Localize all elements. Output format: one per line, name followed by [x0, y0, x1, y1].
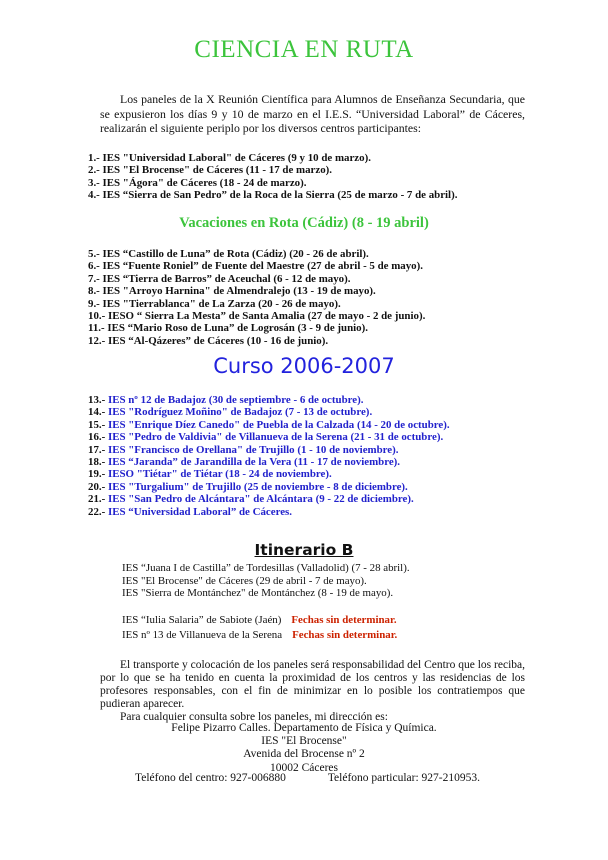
- status-text: Fechas sin determinar.: [292, 628, 398, 641]
- consulta-text: Para cualquier consulta sobre los paneles, mi dirección es:: [120, 711, 388, 723]
- item-text: IES “Jaranda” de Jarandilla de la Vera (11 - 17 de noviembre).: [105, 456, 401, 469]
- list-item: 3.- IES "Ágora" de Cáceres (18 - 24 de marzo).: [88, 176, 307, 189]
- item-text: IES “Universidad Laboral” de Cáceres.: [105, 505, 293, 518]
- page-title: CIENCIA EN RUTA: [194, 36, 414, 63]
- list-item: [122, 614, 397, 627]
- list-item: 7.- IES “Tierra de Barros” de Aceuchal (6 - 12 de mayo).: [88, 272, 351, 285]
- intro-paragraph: [100, 92, 525, 136]
- list-item: 11.- IES “Mario Roso de Luna” de Logrosán (3 - 9 de junio).: [88, 322, 368, 335]
- list-item: [88, 394, 450, 406]
- vacation-heading: Vacaciones en Rota (Cádiz) (8 - 19 abril): [179, 215, 429, 231]
- item-text: IES "Rodríguez Moñino" de Badajoz (7 - 13 de octubre).: [105, 406, 373, 419]
- list-item: [88, 456, 450, 468]
- item-text: IES "San Pedro de Alcántara" de Alcántara (9 - 22 de diciembre).: [105, 493, 414, 506]
- list-item: [88, 506, 450, 518]
- item-number: 20.-: [88, 480, 106, 493]
- contact-street: Avenida del Brocense nº 2: [243, 748, 365, 761]
- intro-text: Los paneles de la X Reunión Científica para Alumnos de Enseñanza Secundaria, que se expusieron los días 9 y 10 de marzo en el I.E.S. “Universidad Laboral” de Cáceres, realizarán el siguiente periplo por los diversos centros participantes:: [100, 92, 525, 136]
- list-item: 1.- IES "Universidad Laboral" de Cáceres (9 y 10 de marzo).: [88, 152, 371, 164]
- closing-paragraph: [100, 659, 525, 724]
- list-item: 2.- IES "El Brocense" de Cáceres (11 - 17 de marzo).: [88, 164, 332, 177]
- list-item: 10.- IESO “ Sierra La Mesta” de Santa Amalia (27 de mayo - 2 de junio).: [88, 310, 426, 323]
- item-number: 17.-: [88, 443, 106, 456]
- list-item: 9.- IES "Tierrablanca" de La Zarza (20 - 26 de mayo).: [88, 297, 341, 310]
- item-number: 21.-: [88, 493, 106, 506]
- contact-city: 10002 Cáceres: [269, 761, 339, 774]
- phone-center: Teléfono del centro: 927-006880: [135, 772, 286, 784]
- contact-name: Felipe Pizarro Calles. Departamento de Física y Química.: [171, 722, 437, 734]
- list-item: [122, 629, 397, 642]
- list-item: [88, 406, 450, 418]
- item-number: 19.-: [88, 468, 106, 481]
- status-text: Fechas sin determinar.: [291, 614, 397, 626]
- itinerary-b-pending: [122, 614, 397, 641]
- item-text: IES "Enrique Díez Canedo" de Puebla de la Calzada (14 - 20 de octubre).: [105, 418, 450, 431]
- list-item: [88, 419, 450, 431]
- schedule-list-c: [88, 394, 450, 518]
- list-item: IES "Sierra de Montánchez" de Montánchez (8 - 19 de mayo).: [122, 587, 394, 599]
- list-item: [88, 444, 450, 456]
- schedule-list-b: [88, 248, 425, 347]
- list-item: [88, 493, 450, 505]
- item-number: 15.-: [88, 418, 106, 431]
- list-item: [88, 481, 450, 493]
- item-text: IES "Francisco de Orellana" de Trujillo (1 - 10 de noviembre).: [105, 443, 399, 456]
- item-text: IES "Pedro de Valdivia" de Villanueva de la Serena (21 - 31 de octubre).: [105, 431, 444, 444]
- item-number: 14.-: [88, 406, 106, 419]
- phone-row: [135, 772, 480, 784]
- item-number: 16.-: [88, 431, 106, 444]
- item-number: 18.-: [88, 456, 106, 469]
- list-item: [88, 468, 450, 480]
- item-text: IES "Turgalium" de Trujillo (25 de noviembre - 8 de diciembre).: [105, 480, 408, 493]
- item-text: IES nº 12 de Badajoz (30 de septiembre - 6 de octubre).: [105, 394, 364, 406]
- list-item: 12.- IES “Al-Qázeres” de Cáceres (10 - 16 de junio).: [88, 334, 329, 347]
- list-item: IES "El Brocense" de Cáceres (29 de abril - 7 de mayo).: [122, 574, 367, 587]
- list-item: 6.- IES “Fuente Roniel” de Fuente del Maestre (27 de abril - 5 de mayo).: [88, 260, 423, 273]
- list-item: 5.- IES “Castillo de Luna” de Rota (Cádiz) (20 - 26 de abril).: [88, 248, 369, 260]
- school-year-heading: Curso 2006-2007: [213, 354, 395, 378]
- itinerary-b-heading: Itinerario B: [254, 541, 354, 559]
- schedule-list-a: [88, 152, 457, 202]
- phone-personal: Teléfono particular: 927-210953.: [327, 772, 480, 784]
- item-text: IESO "Tiétar" de Tiétar (18 - 24 de noviembre).: [105, 468, 332, 481]
- item-number: 13.-: [88, 394, 106, 406]
- list-item: 4.- IES “Sierra de San Pedro” de la Roca de la Sierra (25 de marzo - 7 de abril).: [88, 189, 458, 202]
- item-number: 22.-: [88, 505, 106, 518]
- contact-school: IES "El Brocense": [261, 735, 347, 748]
- list-item: IES “Juana I de Castilla” de Tordesillas (Valladolid) (7 - 28 abril).: [122, 562, 410, 574]
- list-item: 8.- IES "Arroyo Harnina" de Almendralejo (13 - 19 de mayo).: [88, 285, 376, 298]
- contact-block: [0, 722, 608, 775]
- list-item: [88, 431, 450, 443]
- closing-text: El transporte y colocación de los paneles será responsabilidad del Centro que los reciba, por lo que se ha tenido en cuenta la proximidad de los centros y las residencias de los profesores responsables, con el fin de minimizar en lo posible los contratiempos que pudieran aparecer.: [100, 659, 525, 710]
- item-text: IES nº 13 de Villanueva de la Serena: [122, 628, 283, 641]
- item-text: IES “Iulia Salaria” de Sabiote (Jaén): [122, 614, 282, 626]
- itinerary-b-list: [122, 562, 410, 600]
